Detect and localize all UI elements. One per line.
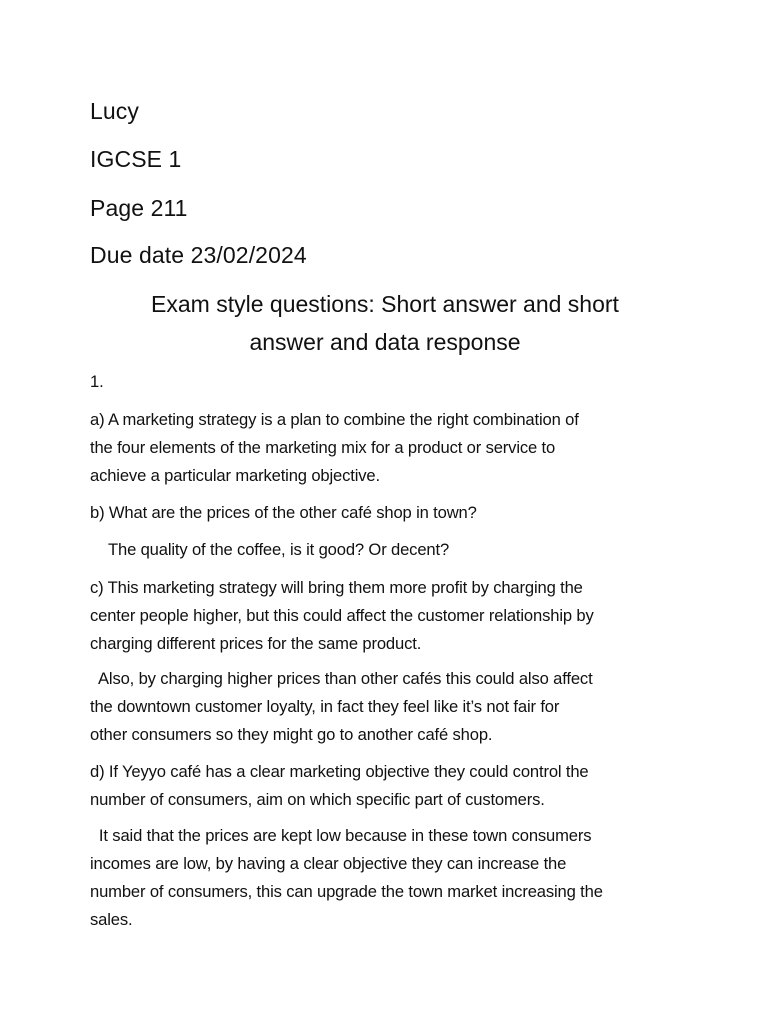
answer-d-continued-line: incomes are low, by having a clear objective they can increase the (90, 854, 567, 873)
answer-d (90, 758, 690, 814)
answer-c-line: charging different prices for the same product. (90, 634, 422, 653)
answer-a-line: achieve a particular marketing objective. (90, 466, 380, 485)
due-date: Due date 23/02/2024 (90, 242, 307, 268)
student-name: Lucy (90, 98, 139, 124)
answer-a-line: the four elements of the marketing mix for a product or service to (90, 438, 556, 457)
answer-d-line: number of consumers, aim on which specific part of customers. (90, 790, 545, 809)
answer-d-continued-line: It said that the prices are kept low because in these town consumers (90, 826, 592, 845)
answer-d-continued-line: number of consumers, this can upgrade the town market increasing the (90, 882, 603, 901)
section-title-line-1: Exam style questions: Short answer and short (151, 291, 619, 317)
answer-c-continued-line: other consumers so they might go to another café shop. (90, 725, 493, 744)
answer-c-continued (90, 665, 690, 749)
answer-b-followup (90, 536, 708, 564)
answer-c-line: c) This marketing strategy will bring them more profit by charging the (90, 578, 583, 597)
answer-c-continued-line: the downtown customer loyalty, in fact they feel like it’s not fair for (90, 697, 560, 716)
answer-d-continued-line: sales. (90, 910, 133, 929)
answer-a-line: a) A marketing strategy is a plan to combine the right combination of (90, 410, 579, 429)
answer-b-followup-line: The quality of the coffee, is it good? Or decent? (108, 540, 450, 559)
answer-a (90, 406, 690, 490)
class-label: IGCSE 1 (90, 146, 182, 172)
page-reference: Page 211 (90, 195, 188, 221)
section-title (90, 285, 680, 361)
answer-c-continued-line: Also, by charging higher prices than other cafés this could also affect (90, 669, 593, 688)
answer-c (90, 574, 690, 658)
answer-c-line: center people higher, but this could affect the customer relationship by (90, 606, 594, 625)
answer-b (90, 499, 690, 527)
answer-d-continued (90, 822, 690, 934)
question-number: 1. (90, 372, 104, 391)
answer-b-line: b) What are the prices of the other café shop in town? (90, 503, 477, 522)
answer-d-line: d) If Yeyyo café has a clear marketing objective they could control the (90, 762, 589, 781)
section-title-line-2: answer and data response (249, 329, 521, 355)
